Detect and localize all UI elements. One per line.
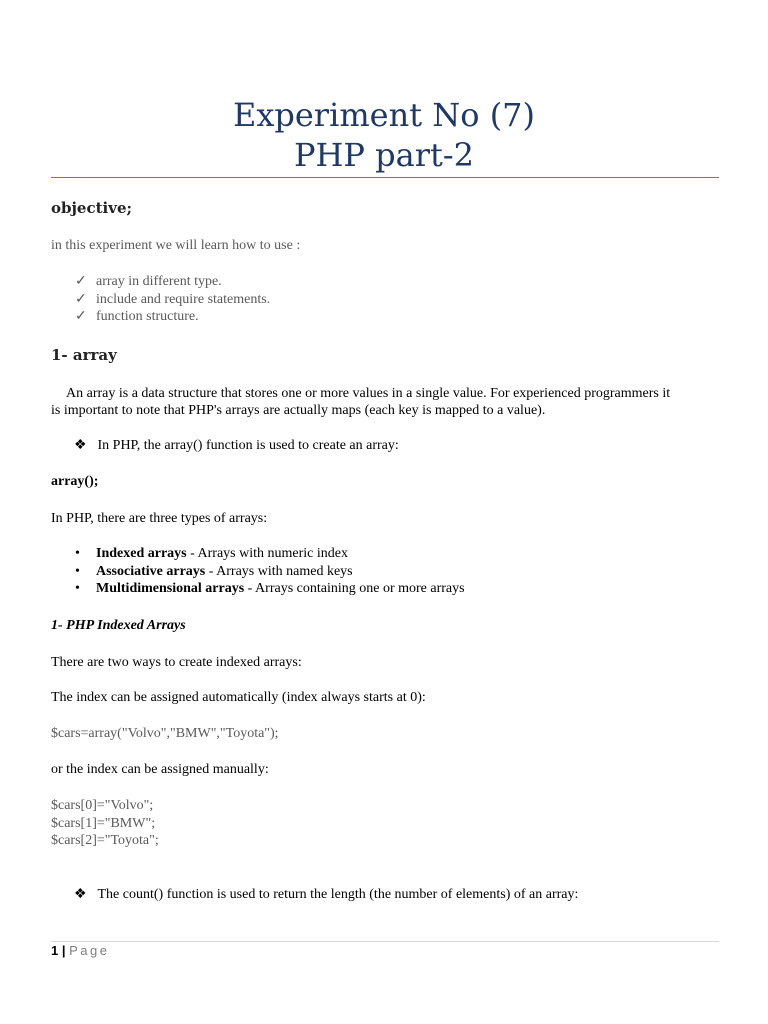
check-icon: ✓ (75, 309, 87, 324)
array-para-line1: An array is a data structure that stores one or more values in a single value. For experienced programmers it (66, 386, 671, 401)
code-manual-0: $cars[0]="Volvo"; (51, 798, 154, 813)
array-heading: 1- array (51, 346, 117, 364)
objective-intro: in this experiment we will learn how to use : (51, 238, 301, 253)
bullet-icon: • (75, 546, 80, 561)
diamond-icon: ❖ (74, 887, 87, 902)
list-item: • Associative arrays - Arrays with named keys (75, 563, 353, 579)
array-types-list (51, 545, 465, 598)
page-label: Page (69, 943, 110, 958)
code-manual-2: $cars[2]="Toyota"; (51, 833, 159, 848)
indexed-ways: There are two ways to create indexed arrays: (51, 655, 302, 670)
list-item: • Multidimensional arrays - Arrays containing one or more arrays (75, 581, 465, 596)
check-icon: ✓ (75, 291, 87, 307)
title-divider (51, 177, 719, 178)
page-footer (51, 943, 110, 958)
objective-list (51, 273, 270, 326)
code-manual-1: $cars[1]="BMW"; (51, 816, 156, 831)
array-code: array(); (51, 474, 99, 489)
count-note: ❖ The count() function is used to return the length (the number of elements) of an array: (74, 887, 579, 902)
check-icon: ✓ (75, 274, 87, 289)
objective-heading: objective; (51, 199, 133, 217)
page-separator: | (61, 943, 66, 958)
indexed-heading: 1- PHP Indexed Arrays (51, 618, 186, 633)
bullet-icon: • (75, 563, 80, 579)
diamond-icon: ❖ (74, 438, 87, 453)
indexed-auto: The index can be assigned automatically (index always starts at 0): (51, 690, 426, 705)
bullet-icon: • (75, 581, 80, 596)
doc-title-line1: Experiment No (7) (232, 96, 536, 134)
footer-divider (51, 941, 719, 942)
page-number: 1 (51, 943, 59, 958)
list-item: • Indexed arrays - Arrays with numeric index (75, 546, 348, 561)
code-auto: $cars=array("Volvo","BMW","Toyota"); (51, 726, 279, 741)
doc-title-line2: PHP part-2 (293, 136, 475, 174)
list-item: ✓ function structure. (75, 309, 199, 324)
list-item: ✓ include and require statements. (75, 291, 271, 307)
indexed-manual: or the index can be assigned manually: (51, 762, 269, 777)
array-function-note: ❖ In PHP, the array() function is used to create an array: (74, 438, 399, 453)
array-types-intro: In PHP, there are three types of arrays: (51, 511, 268, 526)
array-para-line2: is important to note that PHP's arrays are actually maps (each key is mapped to a value). (51, 403, 546, 418)
list-item: ✓ array in different type. (75, 274, 222, 289)
